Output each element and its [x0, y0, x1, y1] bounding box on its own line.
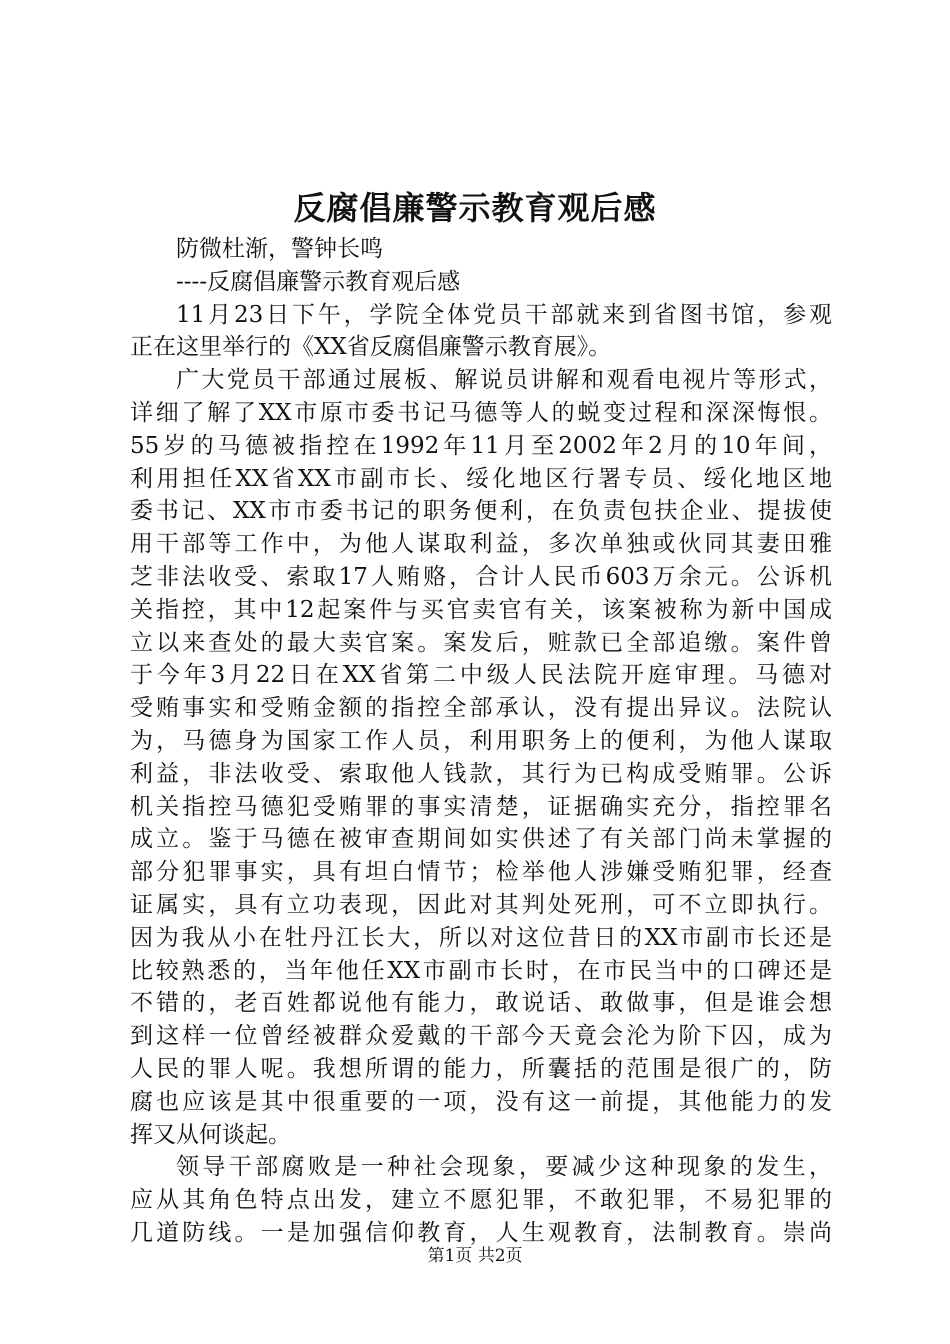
text-line: 受贿事实和受贿金额的指控全部承认，没有提出异议。法院认: [130, 695, 832, 722]
text-line: 领导干部腐败是一种社会现象，要减少这种现象的发生，: [176, 1154, 832, 1181]
text-line: 人民的罪人呢。我想所谓的能力，所囊括的范围是很广的，防: [130, 1055, 832, 1082]
text-line: 11月23日下午，学院全体党员干部就来到省图书馆，参观: [176, 301, 832, 328]
text-line: 利用担任XX省XX市副市长、绥化地区行署专员、绥化地区地: [130, 465, 832, 492]
text-line: 几道防线。一是加强信仰教育，人生观教育，法制教育。崇尚: [130, 1219, 832, 1246]
text-line: 因为我从小在牡丹江长大，所以对这位昔日的XX市副市长还是: [130, 924, 832, 951]
text-line: 部分犯罪事实，具有坦白情节；检举他人涉嫌受贿犯罪，经查: [130, 859, 832, 886]
document-title: 反腐倡廉警示教育观后感: [293, 189, 657, 227]
text-line: 正在这里举行的《XX省反腐倡廉警示教育展》。: [130, 334, 612, 361]
document-body: [130, 233, 832, 1250]
text-line: 芝非法收受、索取17人贿赂，合计人民币603万余元。公诉机: [130, 563, 832, 590]
page-footer: 第1页 共2页: [427, 1246, 523, 1266]
text-line: 为，马德身为国家工作人员，利用职务上的便利，为他人谋取: [130, 727, 832, 754]
text-line: 55岁的马德被指控在1992年11月至2002年2月的10年间，: [130, 432, 832, 459]
text-line: 腐也应该是其中很重要的一项，没有这一前提，其他能力的发: [130, 1088, 832, 1115]
text-line: 详细了解了XX市原市委书记马德等人的蜕变过程和深深悔恨。: [130, 399, 832, 426]
text-line: 用干部等工作中，为他人谋取利益，多次单独或伙同其妻田雅: [130, 531, 832, 558]
text-line: 利益，非法收受、索取他人钱款，其行为已构成受贿罪。公诉: [130, 760, 832, 787]
text-line: 到这样一位曾经被群众爱戴的干部今天竟会沦为阶下囚，成为: [130, 1023, 832, 1050]
text-line: 不错的，老百姓都说他有能力，敢说话、敢做事，但是谁会想: [130, 990, 832, 1017]
text-line: 立以来查处的最大卖官案。案发后，赃款已全部追缴。案件曾: [130, 629, 832, 656]
text-line: 证属实，具有立功表现，因此对其判处死刑，可不立即执行。: [130, 891, 832, 918]
text-line: 于今年3月22日在XX省第二中级人民法院开庭审理。马德对: [130, 662, 832, 689]
text-line: 挥又从何谈起。: [130, 1121, 291, 1148]
text-line: 防微杜渐，警钟长鸣: [176, 236, 383, 262]
text-line: 关指控，其中12起案件与买官卖官有关，该案被称为新中国成: [130, 596, 832, 623]
text-line: 成立。鉴于马德在被审查期间如实供述了有关部门尚未掌握的: [130, 826, 832, 853]
text-line: 机关指控马德犯受贿罪的事实清楚，证据确实充分，指控罪名: [130, 793, 832, 820]
text-line: ----反腐倡廉警示教育观后感: [176, 268, 461, 295]
text-line: 委书记、XX市市委书记的职务便利，在负责包扶企业、提拔使: [130, 498, 832, 525]
text-line: 广大党员干部通过展板、解说员讲解和观看电视片等形式，: [176, 367, 832, 394]
text-line: 应从其角色特点出发，建立不愿犯罪，不敢犯罪，不易犯罪的: [130, 1187, 832, 1214]
text-line: 比较熟悉的，当年他任XX市副市长时，在市民当中的口碑还是: [130, 957, 832, 984]
